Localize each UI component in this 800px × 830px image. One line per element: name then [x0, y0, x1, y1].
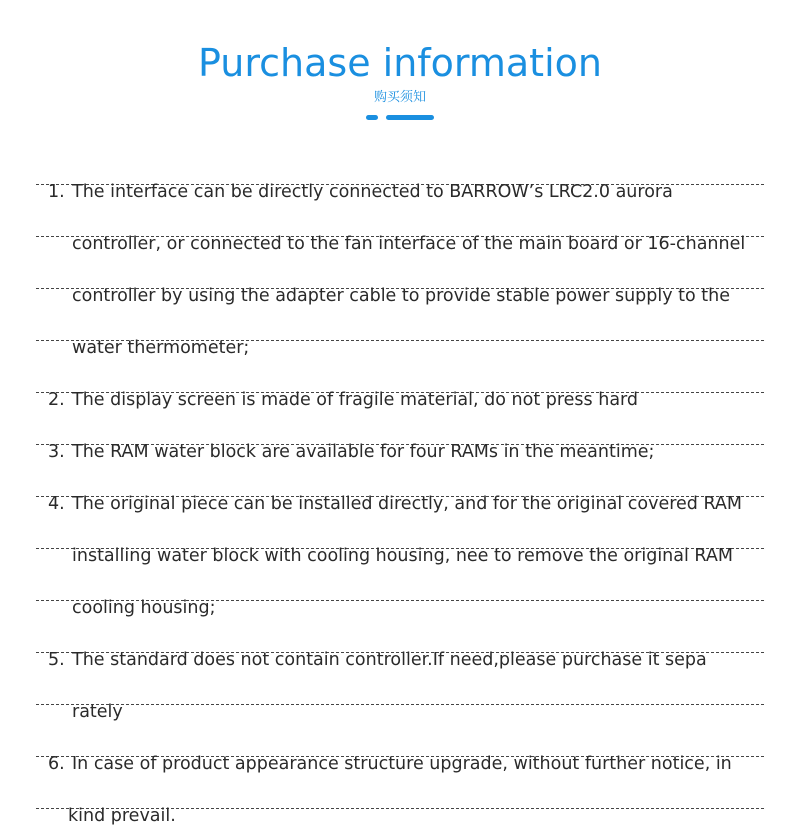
- item-text: water thermometer;: [72, 338, 250, 358]
- list-line: [36, 197, 764, 254]
- item-text: cooling housing;: [72, 598, 216, 618]
- list-line: [36, 249, 764, 306]
- item-text: The standard does not contain controller.If need,please purchase it sepa: [72, 650, 707, 670]
- list-line: [36, 613, 764, 670]
- list-line: [36, 301, 764, 358]
- decorative-bar: [386, 115, 434, 120]
- list-line: [36, 509, 764, 566]
- item-text: The display screen is made of fragile material, do not press hard: [72, 390, 639, 410]
- page-title: Purchase information: [198, 41, 602, 85]
- item-number: 2.: [48, 390, 65, 410]
- page-subtitle: 购买须知: [373, 90, 426, 105]
- item-number: 3.: [48, 442, 65, 462]
- list-line: [36, 353, 764, 410]
- list-line: [36, 561, 764, 618]
- list-line: [36, 717, 764, 774]
- list-line: [36, 769, 764, 826]
- item-number: 6.: [48, 754, 65, 774]
- item-text: controller by using the adapter cable to provide stable power supply to the: [72, 286, 731, 306]
- item-text: The original piece can be installed directly, and for the original covered RAM: [72, 494, 742, 514]
- list-line: [36, 405, 764, 462]
- item-text: rately: [72, 702, 123, 722]
- list-line: [36, 665, 764, 722]
- item-text: kind prevail.: [68, 806, 176, 826]
- item-number: 1.: [48, 182, 65, 202]
- item-text: controller, or connected to the fan interface of the main board or 16-channel: [72, 234, 746, 254]
- list-line: [36, 457, 764, 514]
- item-text: installing water block with cooling housing, nee to remove the original RAM: [72, 546, 733, 566]
- item-number: 4.: [48, 494, 65, 514]
- item-text: The RAM water block are available for four RAMs in the meantime;: [72, 442, 655, 462]
- item-number: 5.: [48, 650, 65, 670]
- item-text: The interface can be directly connected to BARROW’s LRC2.0 aurora: [72, 182, 673, 202]
- item-text: In case of product appearance structure upgrade, without further notice, in: [72, 754, 732, 774]
- list-line: [36, 145, 764, 202]
- decorative-dot: [366, 115, 378, 120]
